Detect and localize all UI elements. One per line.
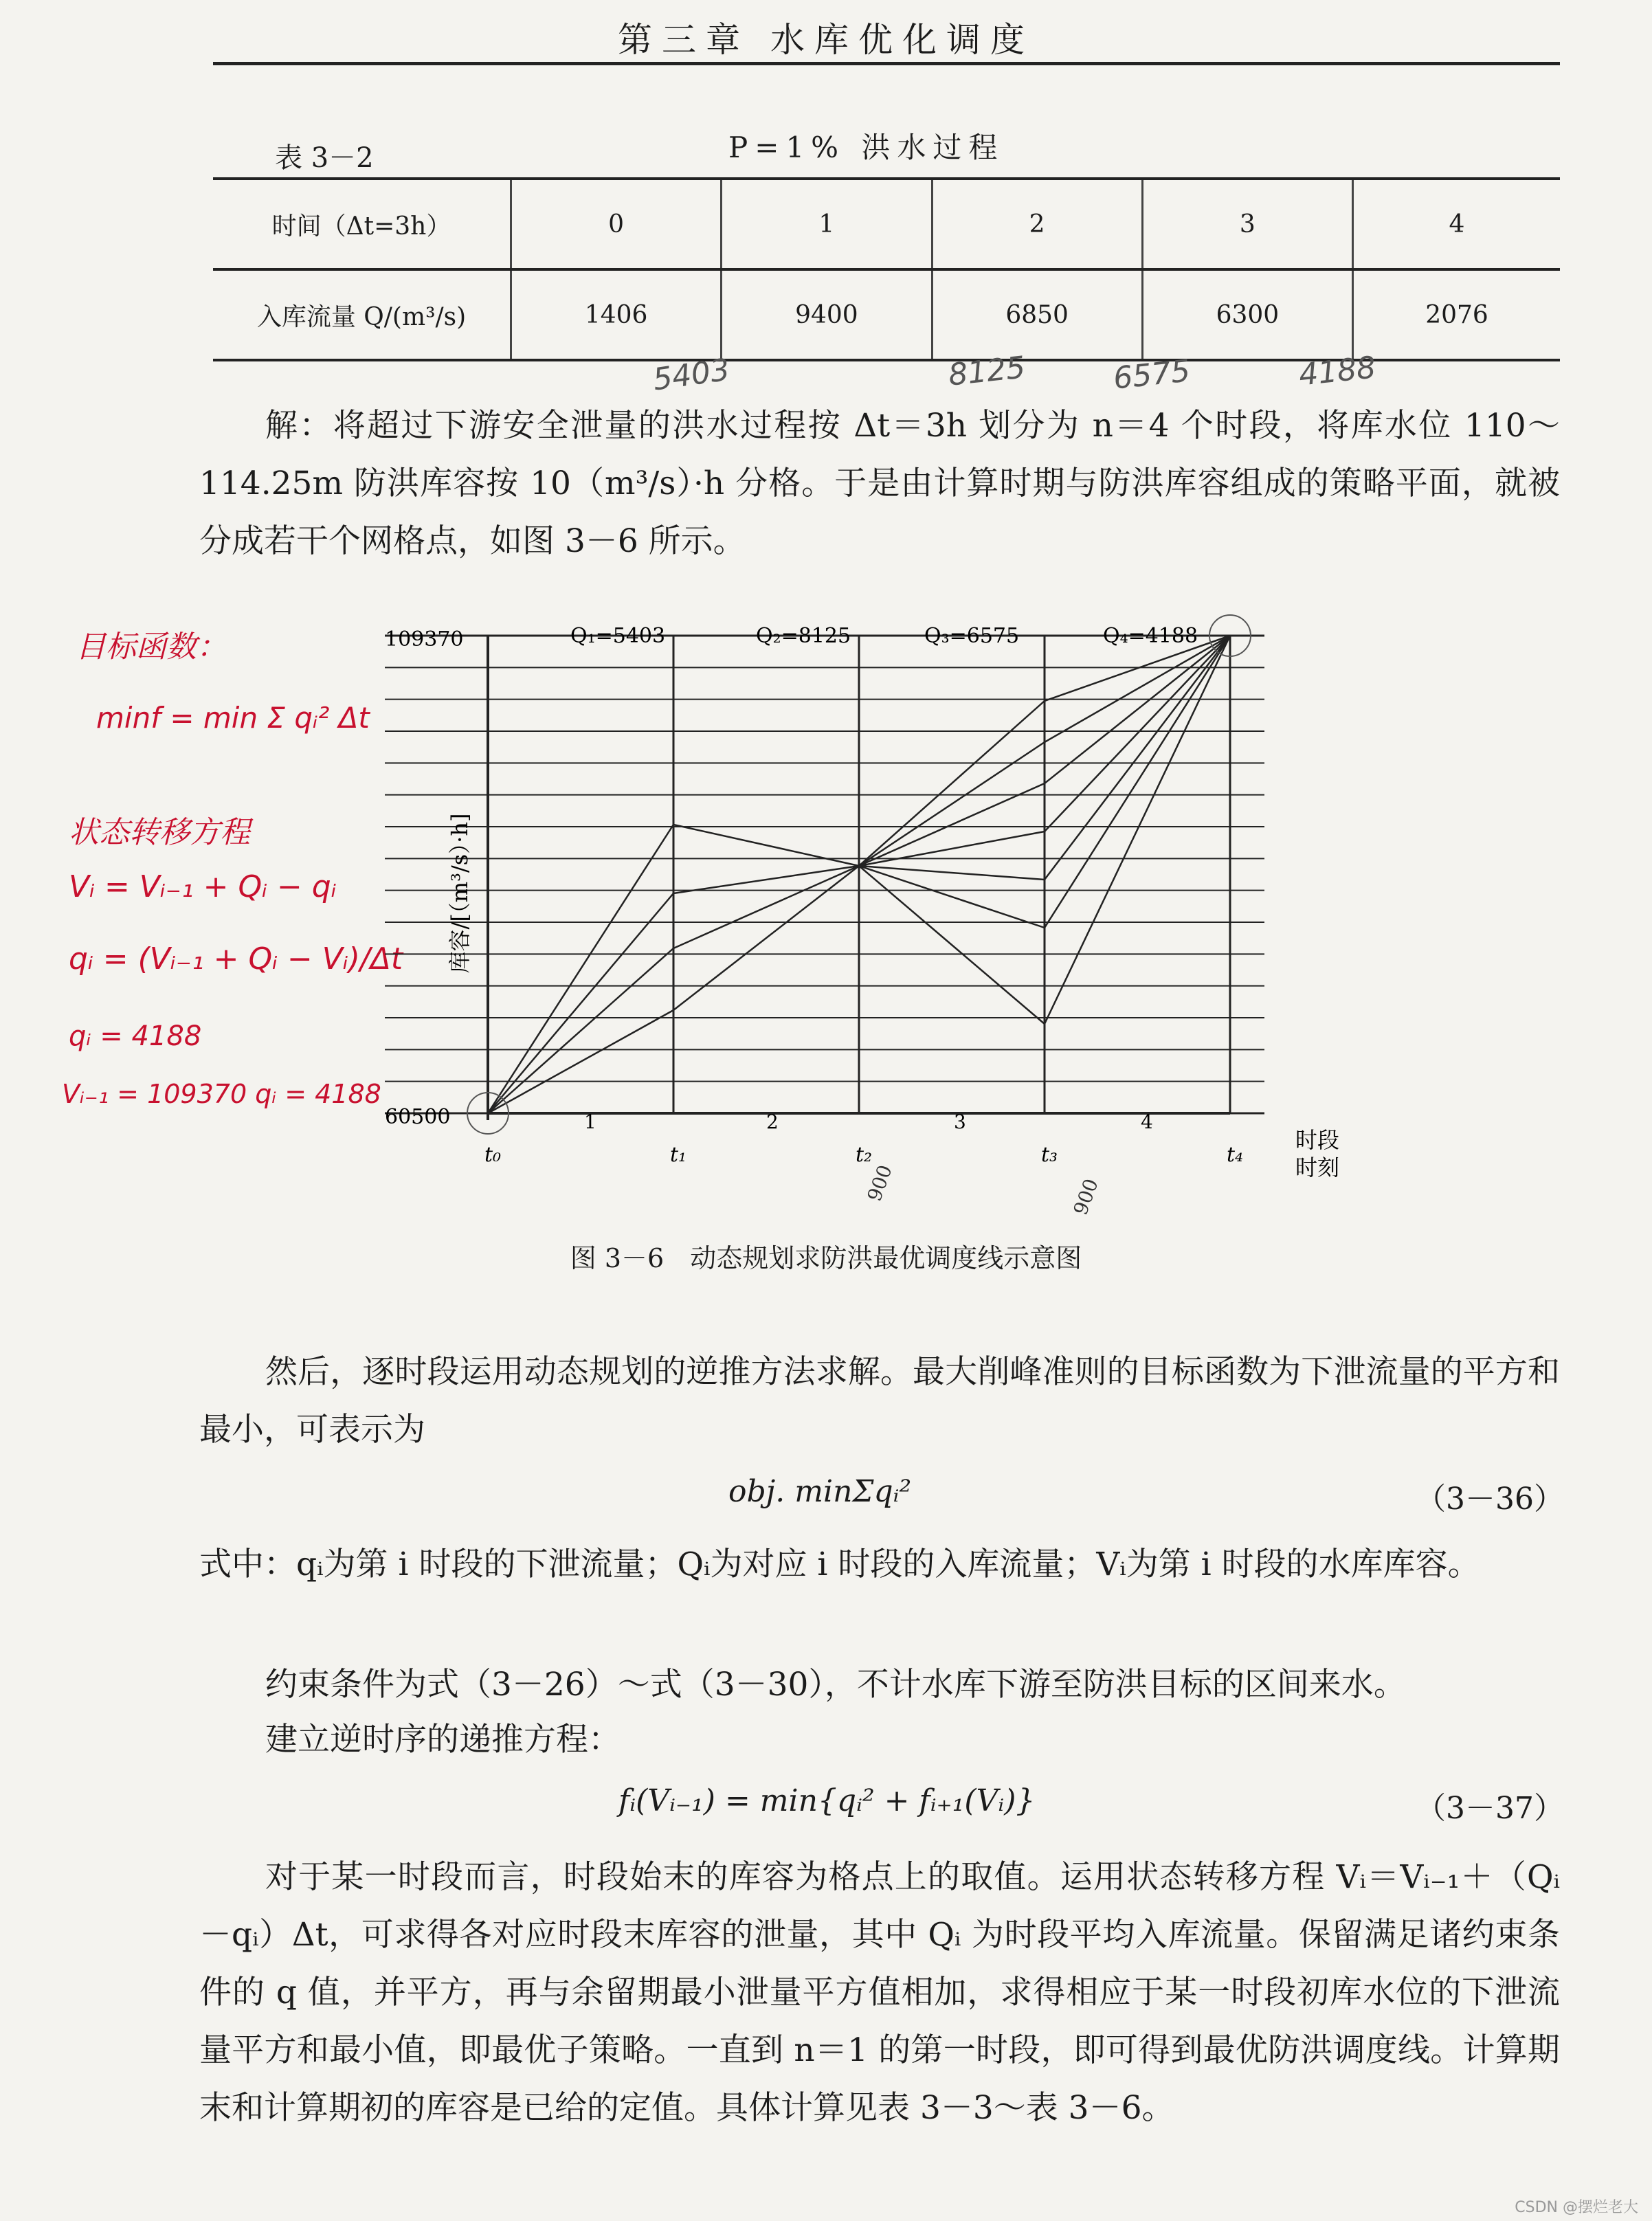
period-average: Q₃=6575 xyxy=(924,624,1020,648)
recursion-heading xyxy=(199,1711,1560,1769)
trajectory-line xyxy=(1045,636,1230,1024)
time-label: t₁ xyxy=(670,1143,687,1167)
annotation-initial: Vᵢ₋₁ = 109370 qᵢ = 4188 xyxy=(62,1079,381,1109)
trajectory-line xyxy=(859,783,1045,866)
paragraph-text: 式中：qᵢ为第 i 时段的下泄流量；Qᵢ为对应 i 时段的入库流量；Vᵢ为第 i 时段的水库库容。 xyxy=(199,1545,1480,1583)
equation-number: （3－37） xyxy=(1416,1791,1564,1826)
table-cell: 9400 xyxy=(722,269,932,360)
trajectory-line xyxy=(1045,636,1230,783)
time-label: t₃ xyxy=(1041,1143,1058,1167)
trajectory-line xyxy=(859,742,1045,866)
trajectory-line xyxy=(673,866,859,893)
annotation-state-eq: Vᵢ = Vᵢ₋₁ + Qᵢ − qᵢ xyxy=(69,869,337,904)
pencil-note: 6575 xyxy=(1111,353,1192,397)
paragraph-text: 对于某一时段而言，时段始末的库容为格点上的取值。运用状态转移方程 Vᵢ＝Vᵢ₋₁＋（Qᵢ－qᵢ）Δt，可求得各对应时段末库容的泄量，其中 Qᵢ 为时段平均入库流量。保留满足诸约束条件的 q 值，并平方，再与余留期最小泄量平方值相加，求得相应于某一时段初库水位的下泄流量平方和最小值，即最优子策略。一直到 n＝1 的第一时段，即可得到最优防洪调度线。计算期末和计算期初的库容是已给的定值。具体计算见表 3－3～表 3－6。 xyxy=(199,1858,1560,2127)
y-bottom-label: 60500 xyxy=(385,1105,451,1129)
table-row xyxy=(213,269,1560,360)
x-label-period: 时段 xyxy=(1295,1127,1340,1153)
chapter-header: 第三章 水库优化调度 xyxy=(618,20,1034,60)
table-title: P=1% 洪水过程 xyxy=(728,131,1005,164)
definition-paragraph xyxy=(199,1536,1560,1594)
table-cell: 0 xyxy=(511,179,722,269)
paragraph-text: 然后，逐时段运用动态规划的逆推方法求解。最大削峰准则的目标函数为下泄流量的平方和最小，可表示为 xyxy=(199,1353,1560,1449)
period-average: Q₂=8125 xyxy=(756,624,851,648)
constraint-paragraph xyxy=(199,1656,1560,1714)
trajectory-line xyxy=(859,866,1045,880)
period-average: Q₁=5403 xyxy=(570,624,666,648)
pencil-note: 4188 xyxy=(1297,350,1378,393)
period-number: 2 xyxy=(766,1110,779,1133)
time-label: t₂ xyxy=(856,1143,873,1167)
trajectory-line xyxy=(859,832,1045,866)
pencil-note: 5403 xyxy=(650,352,732,398)
equation-3-36: obj. minΣqᵢ² xyxy=(728,1474,912,1509)
trajectory-line xyxy=(488,893,673,1113)
trajectory-line xyxy=(859,701,1045,866)
table-cell: 2076 xyxy=(1353,269,1561,360)
annotation-release-eq: qᵢ = (Vᵢ₋₁ + Qᵢ − Vᵢ)/Δt xyxy=(69,941,403,976)
trajectory-line xyxy=(1045,636,1230,742)
annotation-objective-title: 目标函数： xyxy=(76,629,227,665)
period-number: 4 xyxy=(1141,1110,1153,1133)
figure-caption: 图 3－6 动态规划求防洪最优调度线示意图 xyxy=(570,1243,1082,1273)
header-rule xyxy=(213,62,1560,65)
solution-paragraph xyxy=(199,397,1560,570)
table-cell: 1 xyxy=(722,179,932,269)
trajectory-line xyxy=(488,825,673,1113)
annotation-release-value: qᵢ = 4188 xyxy=(69,1020,202,1052)
trajectory-line xyxy=(859,866,1045,1024)
figure-grid xyxy=(385,636,1264,1120)
table-label: 表 3－2 xyxy=(275,142,374,174)
table-cell: 4 xyxy=(1353,179,1561,269)
trajectory-line xyxy=(673,866,859,948)
table-cell: 6850 xyxy=(932,269,1142,360)
time-label: t₄ xyxy=(1227,1143,1244,1167)
equation-3-37: fᵢ(Vᵢ₋₁) = min{qᵢ² + fᵢ₊₁(Vᵢ)} xyxy=(618,1783,1036,1818)
table-cell: 2 xyxy=(932,179,1142,269)
period-average: Q₄=4188 xyxy=(1103,624,1198,648)
trajectory-line xyxy=(1045,636,1230,880)
pencil-note: 8125 xyxy=(946,350,1027,393)
table-row xyxy=(213,179,1560,269)
table-cell: 6300 xyxy=(1142,269,1352,360)
watermark: CSDN @摆烂老大 xyxy=(1515,2199,1638,2216)
procedure-paragraph xyxy=(199,1849,1560,2137)
annotation-objective: minf = min Σ qᵢ² Δt xyxy=(96,701,370,735)
period-number: 3 xyxy=(954,1110,966,1133)
period-number: 1 xyxy=(584,1110,596,1133)
flood-table xyxy=(213,177,1560,361)
y-top-label: 109370 xyxy=(385,627,464,651)
trajectory-line xyxy=(859,866,1045,928)
trajectory-line xyxy=(673,866,859,1010)
annotation-state-title: 状态转移方程 xyxy=(69,815,250,850)
y-axis-label: 库容/[（m³/s）·h] xyxy=(447,813,473,974)
paragraph-text: 建立逆时序的递推方程： xyxy=(265,1721,621,1759)
pencil-mark: 900 xyxy=(1069,1175,1103,1218)
dp-figure xyxy=(344,605,1374,1223)
trajectory-line xyxy=(1045,636,1230,832)
table-cell: 3 xyxy=(1142,179,1352,269)
trajectory-line xyxy=(1045,636,1230,928)
row-header-time: 时间（Δt=3h） xyxy=(213,179,511,269)
equation-number: （3－36） xyxy=(1416,1482,1564,1517)
pencil-mark: 900 xyxy=(862,1161,897,1205)
paragraph-text: 解：将超过下游安全泄量的洪水过程按 Δt＝3h 划分为 n＝4 个时段，将库水位 110～114.25m 防洪库容按 10（m³/s）·h 分格。于是由计算时期与防洪库容组成的策略平面，就被分成若干个网格点，如图 3－6 所示。 xyxy=(199,407,1560,560)
row-header-flow: 入库流量 Q/(m³/s) xyxy=(213,269,511,360)
time-label: t₀ xyxy=(484,1143,502,1167)
method-paragraph xyxy=(199,1343,1560,1459)
trajectory-line xyxy=(673,825,859,866)
trajectory-line xyxy=(488,948,673,1113)
table-cell: 1406 xyxy=(511,269,722,360)
paragraph-text: 约束条件为式（3－26）～式（3－30），不计水库下游至防洪目标的区间来水。 xyxy=(265,1666,1406,1704)
x-label-time: 时刻 xyxy=(1295,1154,1340,1181)
trajectory-line xyxy=(488,1010,673,1113)
